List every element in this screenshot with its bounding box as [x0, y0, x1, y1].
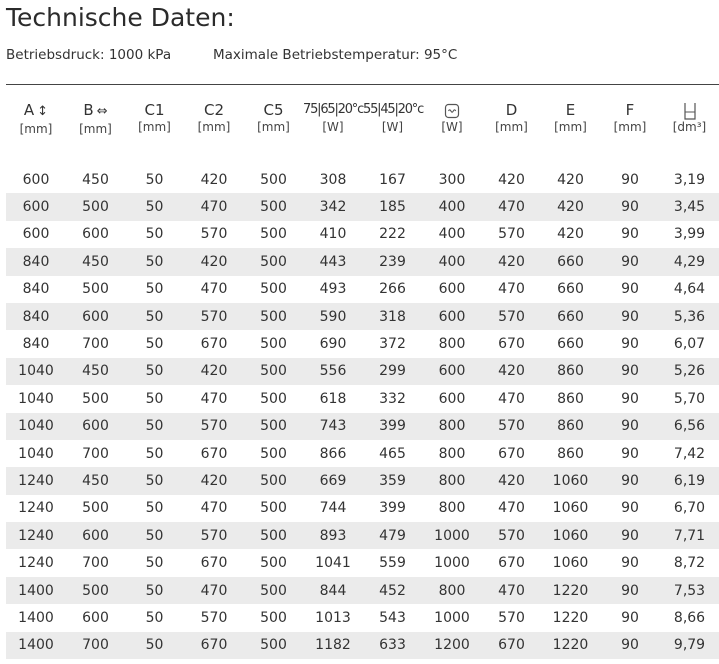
- table-cell: 670: [498, 336, 525, 353]
- header-d: [482, 100, 541, 166]
- table-cell: 400: [422, 193, 482, 220]
- header-output-55-45-20-label: 55|45|20°c: [363, 102, 424, 117]
- header-c2: [184, 100, 244, 166]
- table-cell: 50: [145, 226, 164, 243]
- table-cell: 90: [600, 358, 660, 385]
- table-cell: 470: [200, 281, 228, 298]
- table-cell: 860: [541, 413, 600, 440]
- table-cell: 500: [244, 577, 303, 604]
- table-cell: 600: [66, 522, 125, 549]
- table-cell: 800: [438, 336, 466, 353]
- table-cell: 300: [438, 171, 466, 188]
- table-cell: 1000: [434, 609, 470, 626]
- table-cell: 50: [145, 609, 164, 626]
- table-cell: 420: [557, 171, 584, 188]
- table-cell: 420: [184, 358, 244, 385]
- header-e-unit: [mm]: [554, 120, 587, 134]
- table-cell: 8,72: [673, 555, 706, 572]
- table-cell: 450: [66, 358, 125, 385]
- table-body: [6, 166, 719, 659]
- table-cell: 1000: [434, 555, 470, 572]
- table-cell: 500: [244, 467, 303, 494]
- table-cell: 318: [363, 303, 422, 330]
- table-cell: 90: [600, 632, 660, 659]
- table-cell: 670: [184, 632, 244, 659]
- header-electric-output: [422, 100, 482, 166]
- table-cell: 840: [6, 248, 66, 275]
- table-cell: 660: [541, 303, 600, 330]
- table-cell: 470: [498, 281, 525, 298]
- header-c1: [125, 100, 184, 166]
- table-cell: 7,42: [673, 445, 706, 462]
- table-cell: 600: [438, 281, 466, 298]
- table-cell: 50: [125, 248, 184, 275]
- table-row: [6, 221, 719, 248]
- table-cell: 50: [125, 577, 184, 604]
- table-cell: 50: [125, 522, 184, 549]
- table-cell: 500: [260, 281, 287, 298]
- table-cell: 167: [379, 171, 406, 188]
- table-cell: 266: [379, 281, 406, 298]
- up-down-arrow-icon: ↕: [37, 104, 49, 119]
- table-cell: 570: [482, 413, 541, 440]
- header-output-55-45-20: [363, 100, 422, 166]
- table-cell: 399: [379, 500, 406, 517]
- table-cell: 1240: [18, 500, 54, 517]
- table-cell: 90: [621, 555, 639, 572]
- table-cell: 4,29: [660, 248, 719, 275]
- table-cell: 543: [379, 609, 406, 626]
- table-cell: 1400: [6, 577, 66, 604]
- table-cell: 410: [319, 226, 347, 243]
- table-cell: 90: [600, 248, 660, 275]
- table-cell: 743: [303, 413, 363, 440]
- table-cell: 600: [66, 303, 125, 330]
- table-row: [6, 358, 719, 385]
- table-cell: 600: [66, 413, 125, 440]
- table-cell: 618: [319, 390, 347, 407]
- table-cell: 6,56: [660, 413, 719, 440]
- table-cell: 90: [621, 500, 639, 517]
- header-output-75-65-20-unit: [W]: [322, 120, 344, 134]
- table-cell: 670: [200, 445, 228, 462]
- table-cell: 50: [125, 193, 184, 220]
- table-cell: 1040: [18, 445, 54, 462]
- table-cell: 1040: [6, 413, 66, 440]
- table-cell: 600: [438, 390, 466, 407]
- table-cell: 50: [125, 358, 184, 385]
- table-cell: 90: [621, 445, 639, 462]
- table-cell: 500: [260, 336, 287, 353]
- header-b: [66, 100, 125, 166]
- table-cell: 500: [260, 171, 287, 188]
- table-cell: 840: [22, 281, 50, 298]
- table-cell: 50: [145, 281, 164, 298]
- table-cell: 470: [200, 500, 228, 517]
- table-cell: 500: [82, 281, 109, 298]
- table-cell: 90: [621, 171, 639, 188]
- table-cell: 450: [82, 171, 109, 188]
- table-cell: 50: [125, 413, 184, 440]
- header-c2-label: C2: [203, 101, 225, 119]
- table-cell: 420: [557, 226, 584, 243]
- table-row: [6, 193, 719, 220]
- table-cell: 90: [600, 467, 660, 494]
- table-row: [6, 604, 719, 631]
- table-cell: 450: [66, 467, 125, 494]
- table-cell: 420: [498, 171, 525, 188]
- table-cell: 600: [422, 358, 482, 385]
- table-cell: 470: [200, 390, 228, 407]
- table-cell: 185: [363, 193, 422, 220]
- table-cell: 332: [379, 390, 406, 407]
- table-cell: 420: [184, 467, 244, 494]
- table-cell: 7,53: [660, 577, 719, 604]
- table-cell: 470: [498, 390, 525, 407]
- header-f: [600, 100, 660, 166]
- table-cell: 493: [319, 281, 347, 298]
- table-cell: 670: [498, 555, 525, 572]
- table-cell: 570: [200, 609, 228, 626]
- table-cell: 800: [438, 445, 466, 462]
- table-cell: 6,19: [660, 467, 719, 494]
- header-c1-unit: [mm]: [138, 120, 171, 134]
- table-cell: 420: [184, 248, 244, 275]
- table-cell: 670: [482, 632, 541, 659]
- table-cell: 570: [498, 226, 525, 243]
- table-cell: 600: [22, 171, 50, 188]
- table-cell: 3,99: [673, 226, 706, 243]
- table-cell: 800: [422, 467, 482, 494]
- table-cell: 50: [145, 555, 164, 572]
- table-row: [6, 413, 719, 440]
- header-output-55-45-20-unit: [W]: [381, 120, 404, 134]
- table-cell: 893: [303, 522, 363, 549]
- table-cell: 570: [200, 226, 228, 243]
- table-cell: 500: [244, 413, 303, 440]
- table-cell: 590: [303, 303, 363, 330]
- table-cell: 500: [244, 248, 303, 275]
- table-cell: 570: [482, 522, 541, 549]
- technical-data-table: [6, 100, 719, 659]
- table-row: [6, 303, 719, 330]
- table-cell: 420: [482, 467, 541, 494]
- table-cell: 500: [82, 390, 109, 407]
- table-cell: 500: [260, 609, 287, 626]
- table-cell: 1040: [18, 390, 54, 407]
- table-cell: 570: [184, 522, 244, 549]
- table-cell: 465: [379, 445, 406, 462]
- table-cell: 50: [125, 632, 184, 659]
- table-cell: 7,71: [660, 522, 719, 549]
- table-cell: 1000: [422, 522, 482, 549]
- table-cell: 500: [260, 445, 287, 462]
- header-output-75-65-20: [303, 100, 363, 166]
- table-cell: 1220: [541, 577, 600, 604]
- table-cell: 670: [200, 555, 228, 572]
- table-cell: 570: [184, 303, 244, 330]
- header-water-content-unit: [dm³]: [672, 120, 707, 134]
- table-cell: 1240: [6, 522, 66, 549]
- left-right-arrow-icon: ⇔: [96, 104, 108, 119]
- table-cell: 50: [145, 171, 164, 188]
- table-cell: 470: [184, 577, 244, 604]
- table-cell: 690: [319, 336, 347, 353]
- table-cell: 420: [541, 193, 600, 220]
- header-c5-unit: [mm]: [257, 120, 290, 134]
- table-row: [6, 577, 719, 604]
- table-cell: 342: [303, 193, 363, 220]
- table-cell: 844: [303, 577, 363, 604]
- table-cell: 90: [621, 281, 639, 298]
- header-output-75-65-20-label: 75|65|20°c: [303, 102, 364, 117]
- table-cell: 500: [244, 522, 303, 549]
- header-f-unit: [mm]: [613, 120, 647, 134]
- header-c5-label: C5: [263, 101, 284, 119]
- max-operating-temperature: Maximale Betriebstemperatur: 95°C: [213, 47, 458, 63]
- table-cell: 299: [363, 358, 422, 385]
- table-cell: 420: [482, 248, 541, 275]
- table-cell: 600: [6, 193, 66, 220]
- table-row: [6, 385, 719, 412]
- operating-pressure: Betriebsdruck: 1000 kPa: [6, 47, 172, 63]
- table-cell: 4,64: [673, 281, 706, 298]
- table-cell: 500: [244, 632, 303, 659]
- table-cell: 308: [319, 171, 347, 188]
- header-a-label: A: [23, 101, 35, 119]
- table-cell: 452: [363, 577, 422, 604]
- table-cell: 470: [482, 193, 541, 220]
- table-cell: 670: [498, 445, 525, 462]
- table-cell: 400: [438, 226, 466, 243]
- header-water-content: [660, 100, 719, 166]
- table-row: [6, 166, 719, 193]
- header-b-unit: [mm]: [79, 122, 112, 136]
- table-row: [6, 276, 719, 303]
- table-cell: 860: [557, 390, 584, 407]
- header-c2-unit: [mm]: [197, 120, 231, 134]
- table-cell: 800: [438, 500, 466, 517]
- table-cell: 570: [498, 609, 525, 626]
- table-cell: 90: [621, 609, 639, 626]
- header-e-label: E: [565, 101, 576, 119]
- table-cell: 660: [541, 248, 600, 275]
- table-cell: 500: [260, 226, 287, 243]
- table-header-row: [6, 100, 719, 166]
- table-cell: 744: [319, 500, 347, 517]
- header-e: [541, 100, 600, 166]
- table-cell: 1060: [541, 522, 600, 549]
- table-cell: 479: [363, 522, 422, 549]
- table-cell: 500: [244, 193, 303, 220]
- table-cell: 500: [260, 555, 287, 572]
- table-cell: 222: [379, 226, 406, 243]
- table-row: [6, 495, 719, 522]
- table-cell: 470: [498, 500, 525, 517]
- table-cell: 470: [482, 577, 541, 604]
- table-cell: 450: [66, 248, 125, 275]
- divider: [6, 84, 719, 85]
- table-cell: 359: [363, 467, 422, 494]
- table-row: [6, 440, 719, 467]
- table-cell: 90: [600, 193, 660, 220]
- table-cell: 90: [621, 336, 639, 353]
- table-cell: 700: [82, 445, 109, 462]
- table-row: [6, 248, 719, 275]
- table-row: [6, 522, 719, 549]
- table-cell: 800: [422, 413, 482, 440]
- table-row: [6, 330, 719, 357]
- table-cell: 1400: [6, 632, 66, 659]
- table-cell: 570: [482, 303, 541, 330]
- table-cell: 556: [303, 358, 363, 385]
- table-cell: 470: [184, 193, 244, 220]
- table-cell: 90: [600, 413, 660, 440]
- table-cell: 8,66: [673, 609, 706, 626]
- table-cell: 1041: [315, 555, 351, 572]
- table-cell: 5,26: [660, 358, 719, 385]
- header-f-label: F: [625, 101, 635, 119]
- water-container-icon: [683, 102, 697, 120]
- table-cell: 1040: [6, 358, 66, 385]
- table-cell: 700: [82, 336, 109, 353]
- table-cell: 420: [482, 358, 541, 385]
- header-d-unit: [mm]: [495, 120, 528, 134]
- table-cell: 372: [379, 336, 406, 353]
- table-cell: 1220: [541, 632, 600, 659]
- table-cell: 1182: [303, 632, 363, 659]
- table-cell: 600: [82, 226, 109, 243]
- table-cell: 1240: [6, 467, 66, 494]
- table-row: [6, 549, 719, 576]
- table-cell: 660: [557, 336, 584, 353]
- table-cell: 6,07: [673, 336, 706, 353]
- table-cell: 500: [66, 577, 125, 604]
- table-row: [6, 467, 719, 494]
- table-cell: 700: [82, 555, 109, 572]
- table-cell: 500: [82, 500, 109, 517]
- table-cell: 570: [184, 413, 244, 440]
- table-cell: 500: [244, 358, 303, 385]
- table-cell: 50: [145, 500, 164, 517]
- heating-element-icon: [444, 103, 460, 119]
- table-cell: 500: [244, 303, 303, 330]
- table-cell: 50: [145, 445, 164, 462]
- header-d-label: D: [505, 101, 518, 119]
- table-cell: 3,19: [673, 171, 706, 188]
- table-cell: 90: [600, 303, 660, 330]
- table-cell: 1060: [552, 555, 589, 572]
- table-cell: 600: [82, 609, 109, 626]
- page-title: Technische Daten:: [6, 3, 235, 32]
- table-cell: 443: [303, 248, 363, 275]
- table-row: [6, 632, 719, 659]
- table-cell: 600: [22, 226, 50, 243]
- table-cell: 866: [319, 445, 347, 462]
- table-cell: 6,70: [673, 500, 706, 517]
- table-cell: 670: [200, 336, 228, 353]
- header-a-unit: [mm]: [19, 122, 53, 136]
- table-cell: 50: [145, 336, 164, 353]
- table-cell: 1200: [422, 632, 482, 659]
- table-cell: 420: [200, 171, 228, 188]
- table-cell: 90: [600, 577, 660, 604]
- table-cell: 660: [557, 281, 584, 298]
- table-cell: 1400: [18, 609, 54, 626]
- header-a: [6, 100, 66, 166]
- table-cell: 800: [422, 577, 482, 604]
- table-cell: 400: [422, 248, 482, 275]
- table-cell: 669: [303, 467, 363, 494]
- table-cell: 1240: [18, 555, 54, 572]
- operating-info: [6, 47, 458, 63]
- table-cell: 860: [541, 358, 600, 385]
- table-cell: 1060: [541, 467, 600, 494]
- table-cell: 90: [600, 522, 660, 549]
- header-b-label: B: [83, 101, 94, 119]
- table-cell: 1220: [552, 609, 589, 626]
- table-cell: 700: [66, 632, 125, 659]
- table-cell: 239: [363, 248, 422, 275]
- header-c5: [244, 100, 303, 166]
- table-cell: 840: [22, 336, 50, 353]
- table-cell: 860: [557, 445, 584, 462]
- table-cell: 1013: [315, 609, 351, 626]
- header-electric-output-unit: [W]: [441, 120, 463, 134]
- table-cell: 500: [260, 500, 287, 517]
- table-cell: 3,45: [660, 193, 719, 220]
- table-cell: 9,79: [660, 632, 719, 659]
- table-cell: 50: [125, 303, 184, 330]
- table-cell: 840: [6, 303, 66, 330]
- table-cell: 633: [363, 632, 422, 659]
- table-cell: 399: [363, 413, 422, 440]
- table-cell: 500: [66, 193, 125, 220]
- table-cell: 90: [621, 390, 639, 407]
- table-cell: 1060: [552, 500, 589, 517]
- table-cell: 559: [379, 555, 406, 572]
- table-cell: 50: [125, 467, 184, 494]
- table-cell: 90: [621, 226, 639, 243]
- table-cell: 600: [422, 303, 482, 330]
- header-c1-label: C1: [144, 101, 165, 119]
- table-cell: 5,36: [660, 303, 719, 330]
- table-cell: 500: [260, 390, 287, 407]
- table-cell: 5,70: [673, 390, 706, 407]
- table-cell: 50: [145, 390, 164, 407]
